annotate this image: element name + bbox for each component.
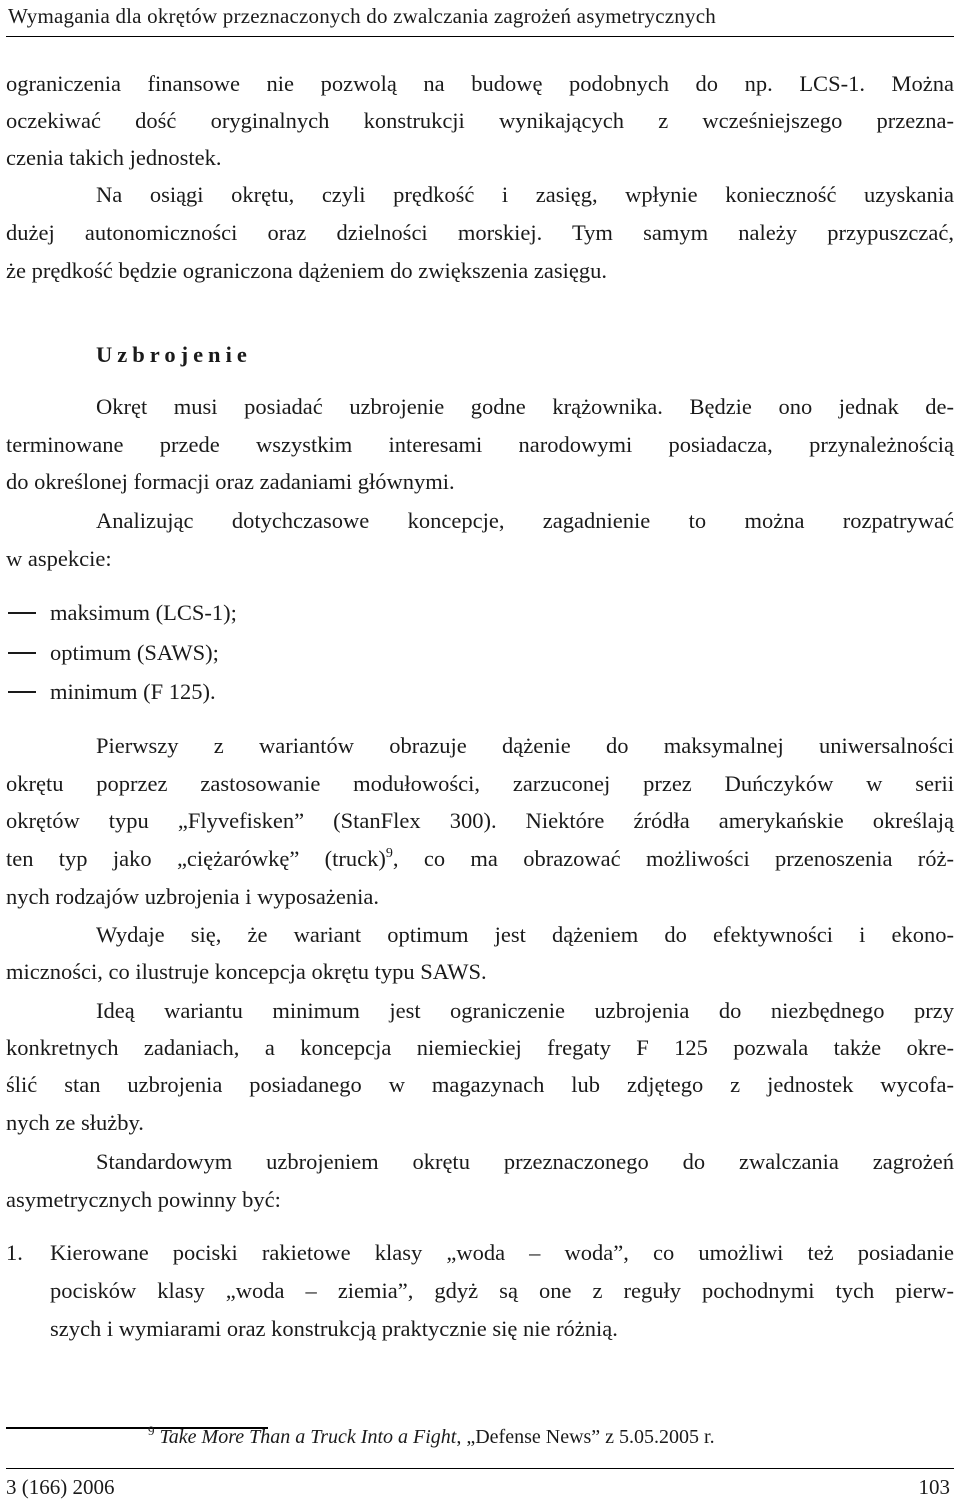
text-line: ślić stan uzbrojenia posiadanego w magazynach lub zdjętego z jednostek wycofa-	[6, 1072, 954, 1097]
footnote-reference[interactable]: 9	[385, 846, 393, 861]
text-line: Pierwszy z wariantów obrazuje dążenie do maksymalnej uniwersalności	[96, 733, 954, 758]
text-line: asymetrycznych powinny być:	[6, 1187, 281, 1212]
text-line: okrętu poprzez zastosowanie modułowości, zarzuconej przez Duńczyków w serii	[6, 771, 954, 796]
running-header	[6, 0, 954, 37]
text-span: ten typ jako „ciężarówkę” (truck)	[6, 846, 386, 871]
text-line	[6, 844, 954, 874]
text-span: , co ma obrazować możliwości przenoszenia róż-	[392, 846, 954, 871]
page-number: 103	[918, 1475, 950, 1499]
text-line: terminowane przede wszystkim interesami narodowymi posiadacza, przynależnością	[6, 432, 954, 457]
numbered-item	[6, 1238, 954, 1358]
text-line: konkretnych zadaniach, a koncepcja niemieckiej fregaty F 125 pozwala także okre-	[6, 1035, 954, 1060]
list-item-text: minimum (F 125).	[50, 679, 216, 704]
text-line: w aspekcie:	[6, 546, 112, 571]
text-line: miczności, co ilustruje koncepcja okrętu typu SAWS.	[6, 959, 487, 984]
list-item-text: optimum (SAWS);	[50, 640, 219, 665]
text-line: oczekiwać dość oryginalnych konstrukcji wynikających z wcześniejszego przezna-	[6, 108, 954, 133]
running-footer	[6, 1468, 954, 1507]
text-line: Ideą wariantu minimum jest ograniczenie uzbrojenia do niezbędnego przy	[96, 998, 954, 1023]
text-line: Okręt musi posiadać uzbrojenie godne krążownika. Będzie ono jednak de-	[96, 394, 954, 419]
text-line: czenia takich jednostek.	[6, 145, 222, 170]
text-line: pocisków klasy „woda – ziemia”, gdyż są one z reguły pochodnymi tych pierw-	[50, 1278, 954, 1303]
text-line: Na osiągi okrętu, czyli prędkość i zasięg, wpłynie konieczność uzyskania	[96, 182, 954, 207]
footnote-number: 9	[148, 1423, 155, 1438]
text-line: nych rodzajów uzbrojenia i wyposażenia.	[6, 884, 379, 909]
footnote-title: Take More Than a Truck Into a Fight	[159, 1426, 457, 1448]
footnote	[148, 1422, 715, 1452]
header-title: Wymagania dla okrętów przeznaczonych do zwalczania zagrożeń asymetrycznych	[8, 4, 716, 28]
dash-bullet	[8, 652, 36, 654]
text-line: Standardowym uzbrojeniem okrętu przeznaczonego do zwalczania zagrożeń	[96, 1149, 954, 1174]
section-heading: Uzbrojenie	[96, 342, 252, 367]
text-line: szych i wymiarami oraz konstrukcją praktycznie się nie różnią.	[50, 1316, 618, 1341]
dash-bullet	[8, 612, 36, 614]
text-line: Kierowane pociski rakietowe klasy „woda – woda”, co umożliwi też posiadanie	[50, 1240, 954, 1265]
text-line: okrętów typu „Flyvefisken” (StanFlex 300). Niektóre źródła amerykańskie określają	[6, 808, 954, 833]
issue-number: 3 (166) 2006	[6, 1475, 115, 1499]
footnote-source: , „Defense News” z 5.05.2005 r.	[456, 1426, 715, 1448]
text-line: do określonej formacji oraz zadaniami głównymi.	[6, 469, 455, 494]
text-line: nych ze służby.	[6, 1110, 144, 1135]
text-line: Analizując dotychczasowe koncepcje, zagadnienie to można rozpatrywać	[96, 508, 954, 533]
text-line: dużej autonomiczności oraz dzielności morskiej. Tym samym należy przypuszczać,	[6, 220, 954, 245]
list-item-text: maksimum (LCS-1);	[50, 600, 237, 625]
text-line: że prędkość będzie ograniczona dążeniem do zwiększenia zasięgu.	[6, 258, 607, 283]
text-line: ograniczenia finansowe nie pozwolą na budowę podobnych do np. LCS-1. Można	[6, 71, 954, 96]
item-number: 1.	[6, 1240, 23, 1265]
text-line: Wydaje się, że wariant optimum jest dążeniem do efektywności i ekono-	[96, 922, 954, 947]
dash-bullet	[8, 691, 36, 693]
